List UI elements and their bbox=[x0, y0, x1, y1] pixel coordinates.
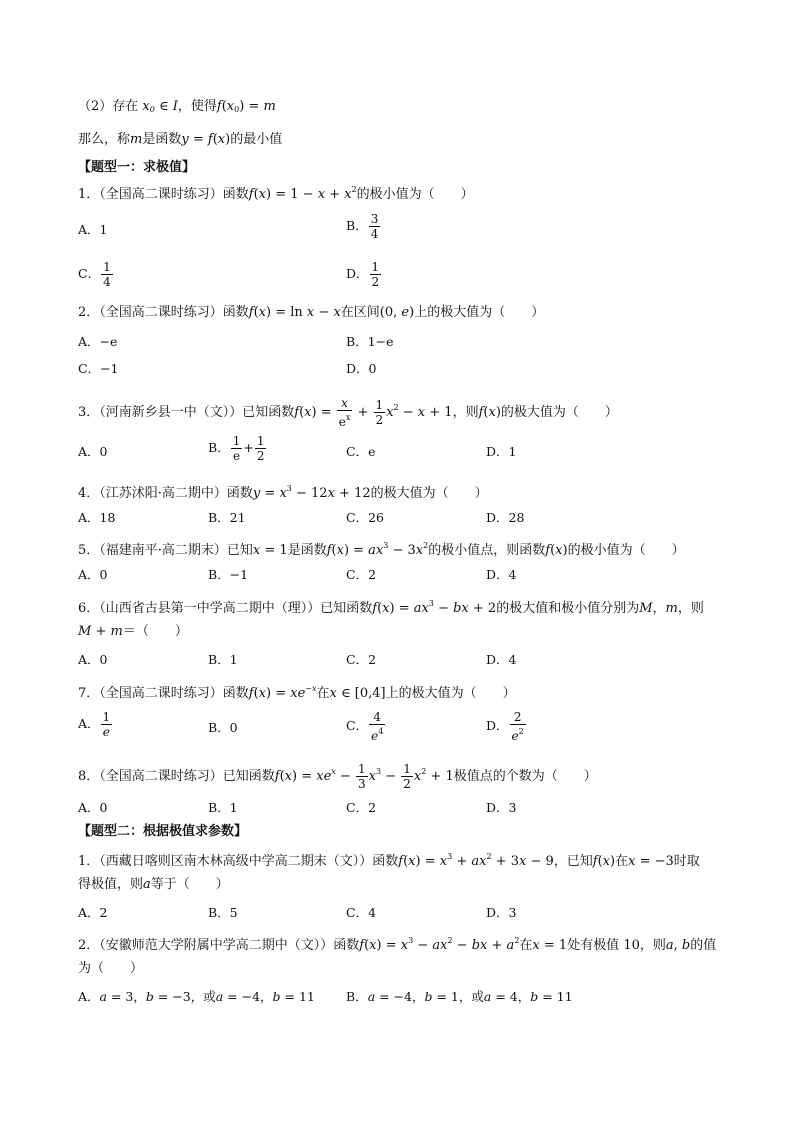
question-2-1-line2: 得极值，则a等于（ ） bbox=[78, 877, 229, 892]
question-1-6: 6．（山西省古县第一中学高二期中（理））已知函数$f(x) = ax^3$ − bx + 2的极大值和极小值分别为M，m，则 bbox=[78, 599, 704, 616]
question-1-8: 8．（全国高二课时练习）已知函数$f(x) = xe^x$ − $\frac{1}{3}$ $x^3$ − $\frac{1}{2}$ $x^2 + 1$极值点的个数为（ ） bbox=[78, 762, 597, 791]
option-1-1-d[interactable]: D． $\frac{1}{2}$ bbox=[346, 260, 380, 289]
question-1-5: 5．（福建南平·高二期末）已知x = 1是函数$f(x) = ax^3 - 3x^2$的极小值点，则函数f(x)的极小值为（ ） bbox=[78, 541, 685, 558]
fraction-1-3: $\frac{1}{3}$ bbox=[357, 762, 366, 791]
section-title-1: 【题型一：求极值】 bbox=[78, 160, 196, 175]
option-1-8-a[interactable]: A．0 bbox=[78, 800, 108, 815]
question-1-2: 2．（全国高二课时练习）函数f(x) = ln x − x在区间(0, e)上的极大值为（ ） bbox=[78, 305, 545, 320]
fraction-1-2: $\frac{1}{2}$ bbox=[371, 260, 380, 289]
fraction-1-4: $\frac{1}{4}$ bbox=[103, 260, 111, 289]
option-1-5-b[interactable]: B．−1 bbox=[208, 567, 249, 582]
option-1-6-a[interactable]: A．0 bbox=[78, 652, 108, 667]
fraction-4-over-e4: $\frac{4}{e^4}$ bbox=[371, 710, 384, 743]
option-1-1-b[interactable]: B． $\frac{3}{4}$ bbox=[346, 212, 379, 241]
option-1-3-c[interactable]: C．e bbox=[346, 444, 376, 459]
option-1-4-b[interactable]: B．21 bbox=[208, 510, 246, 525]
question-2-2: 2．（安徽师范大学附属中学高二期中（文））函数$f(x) = x^3 - ax^2$ − bx + $a^2$在x = 1处有极值 10，则a, b的值 bbox=[78, 936, 717, 953]
option-1-4-c[interactable]: C．26 bbox=[346, 510, 384, 525]
option-1-1-c[interactable]: C． $\frac{1}{4}$ bbox=[78, 260, 111, 289]
option-2-1-d[interactable]: D．3 bbox=[486, 905, 517, 920]
option-2-1-a[interactable]: A．2 bbox=[78, 905, 108, 920]
option-1-5-c[interactable]: C．2 bbox=[346, 567, 377, 582]
option-2-2-a[interactable]: A．a = 3，b = −3，或a = −4，b = 11 bbox=[78, 989, 315, 1004]
option-1-2-b[interactable]: B．1−e bbox=[346, 334, 394, 349]
fraction-1-over-e: $\frac{1}{e}$ bbox=[102, 710, 111, 739]
option-1-1-a[interactable]: A．1 bbox=[78, 222, 108, 237]
math-m: m bbox=[130, 132, 143, 147]
option-1-2-c[interactable]: C．−1 bbox=[78, 361, 119, 376]
option-1-5-a[interactable]: A．0 bbox=[78, 567, 108, 582]
fraction-x-over-ex: $\frac{x}{e^x}$ bbox=[338, 396, 351, 429]
option-1-6-b[interactable]: B．1 bbox=[208, 652, 238, 667]
option-1-2-d[interactable]: D．0 bbox=[346, 361, 377, 376]
option-2-1-c[interactable]: C．4 bbox=[346, 905, 377, 920]
question-1-4: 4．（江苏沭阳·高二期中）函数$y = x^3 - 12x + 12$的极大值为（ ） bbox=[78, 484, 488, 501]
fraction-3-4: $\frac{3}{4}$ bbox=[370, 212, 379, 241]
option-1-7-b[interactable]: B．0 bbox=[208, 720, 238, 735]
option-1-3-d[interactable]: D．1 bbox=[486, 444, 517, 459]
option-1-8-b[interactable]: B．1 bbox=[208, 800, 238, 815]
option-1-8-d[interactable]: D．3 bbox=[486, 800, 517, 815]
option-2-2-b[interactable]: B．a = −4，b = 1，或a = 4，b = 11 bbox=[346, 989, 573, 1004]
conclusion-line: 那么，称m是函数y = f(x)的最小值 bbox=[78, 132, 283, 147]
math-fx0-eq-m: f bbox=[216, 99, 222, 114]
fraction-1-2: $\frac{1}{2}$ bbox=[375, 398, 384, 427]
math-y-eq-fx: y bbox=[181, 132, 189, 147]
option-1-7-a[interactable]: A． $\frac{1}{e}$ bbox=[78, 710, 111, 739]
option-1-3-a[interactable]: A．0 bbox=[78, 444, 108, 459]
fraction-1-2: $\frac{1}{2}$ bbox=[256, 434, 265, 463]
option-1-2-a[interactable]: A．−e bbox=[78, 334, 118, 349]
option-1-4-d[interactable]: D．28 bbox=[486, 510, 525, 525]
question-1-1: 1．（全国高二课时练习）函数$f(x) = 1 - x + x^2$的极小值为（ ） bbox=[78, 185, 474, 202]
section-title-2: 【题型二：根据极值求参数】 bbox=[78, 824, 248, 839]
option-1-7-c[interactable]: C． $\frac{4}{e^4}$ bbox=[346, 710, 384, 743]
question-2-1: 1．（西藏日喀则区南木林高级中学高二期末（文））函数$f(x) = x^3 + ax^2 + 3x - 9$，已知f(x)在x = −3时取 bbox=[78, 852, 700, 869]
fraction-1-e: $\frac{1}{e}$ bbox=[232, 434, 241, 463]
option-1-4-a[interactable]: A．18 bbox=[78, 510, 116, 525]
question-1-7: 7．（全国高二课时练习）函数$f(x) = xe^{-x}$在x ∈ [0,4]上的极大值为（ ） bbox=[78, 684, 516, 701]
fraction-2-over-e2: $\frac{2}{e^2}$ bbox=[511, 710, 524, 743]
option-2-1-b[interactable]: B．5 bbox=[208, 905, 238, 920]
option-1-5-d[interactable]: D．4 bbox=[486, 567, 517, 582]
question-1-3: 3．（河南新乡县一中（文））已知函数f(x) = $\frac{x}{e^x}$ + $\frac{1}{2}$ $x^2 - x + 1$，则f(x)的极大值为（ ） bbox=[78, 396, 618, 429]
option-1-6-c[interactable]: C．2 bbox=[346, 652, 377, 667]
option-1-7-d[interactable]: D． $\frac{2}{e^2}$ bbox=[486, 710, 524, 743]
option-1-8-c[interactable]: C．2 bbox=[346, 800, 377, 815]
math-x0-in-I: $x_0$ ∈ I bbox=[138, 99, 178, 114]
fraction-1-2: $\frac{1}{2}$ bbox=[403, 762, 411, 791]
question-2-2-line2: 为（ ） bbox=[78, 961, 144, 976]
condition-2: （2）存在 $x_0$ ∈ I，使得$f(x_0) = m$ bbox=[78, 99, 276, 114]
question-1-6-line2: M + m＝（ ） bbox=[78, 624, 188, 639]
option-1-6-d[interactable]: D．4 bbox=[486, 652, 517, 667]
option-1-3-b[interactable]: B． $\frac{1}{e}$ + $\frac{1}{2}$ bbox=[208, 434, 265, 463]
